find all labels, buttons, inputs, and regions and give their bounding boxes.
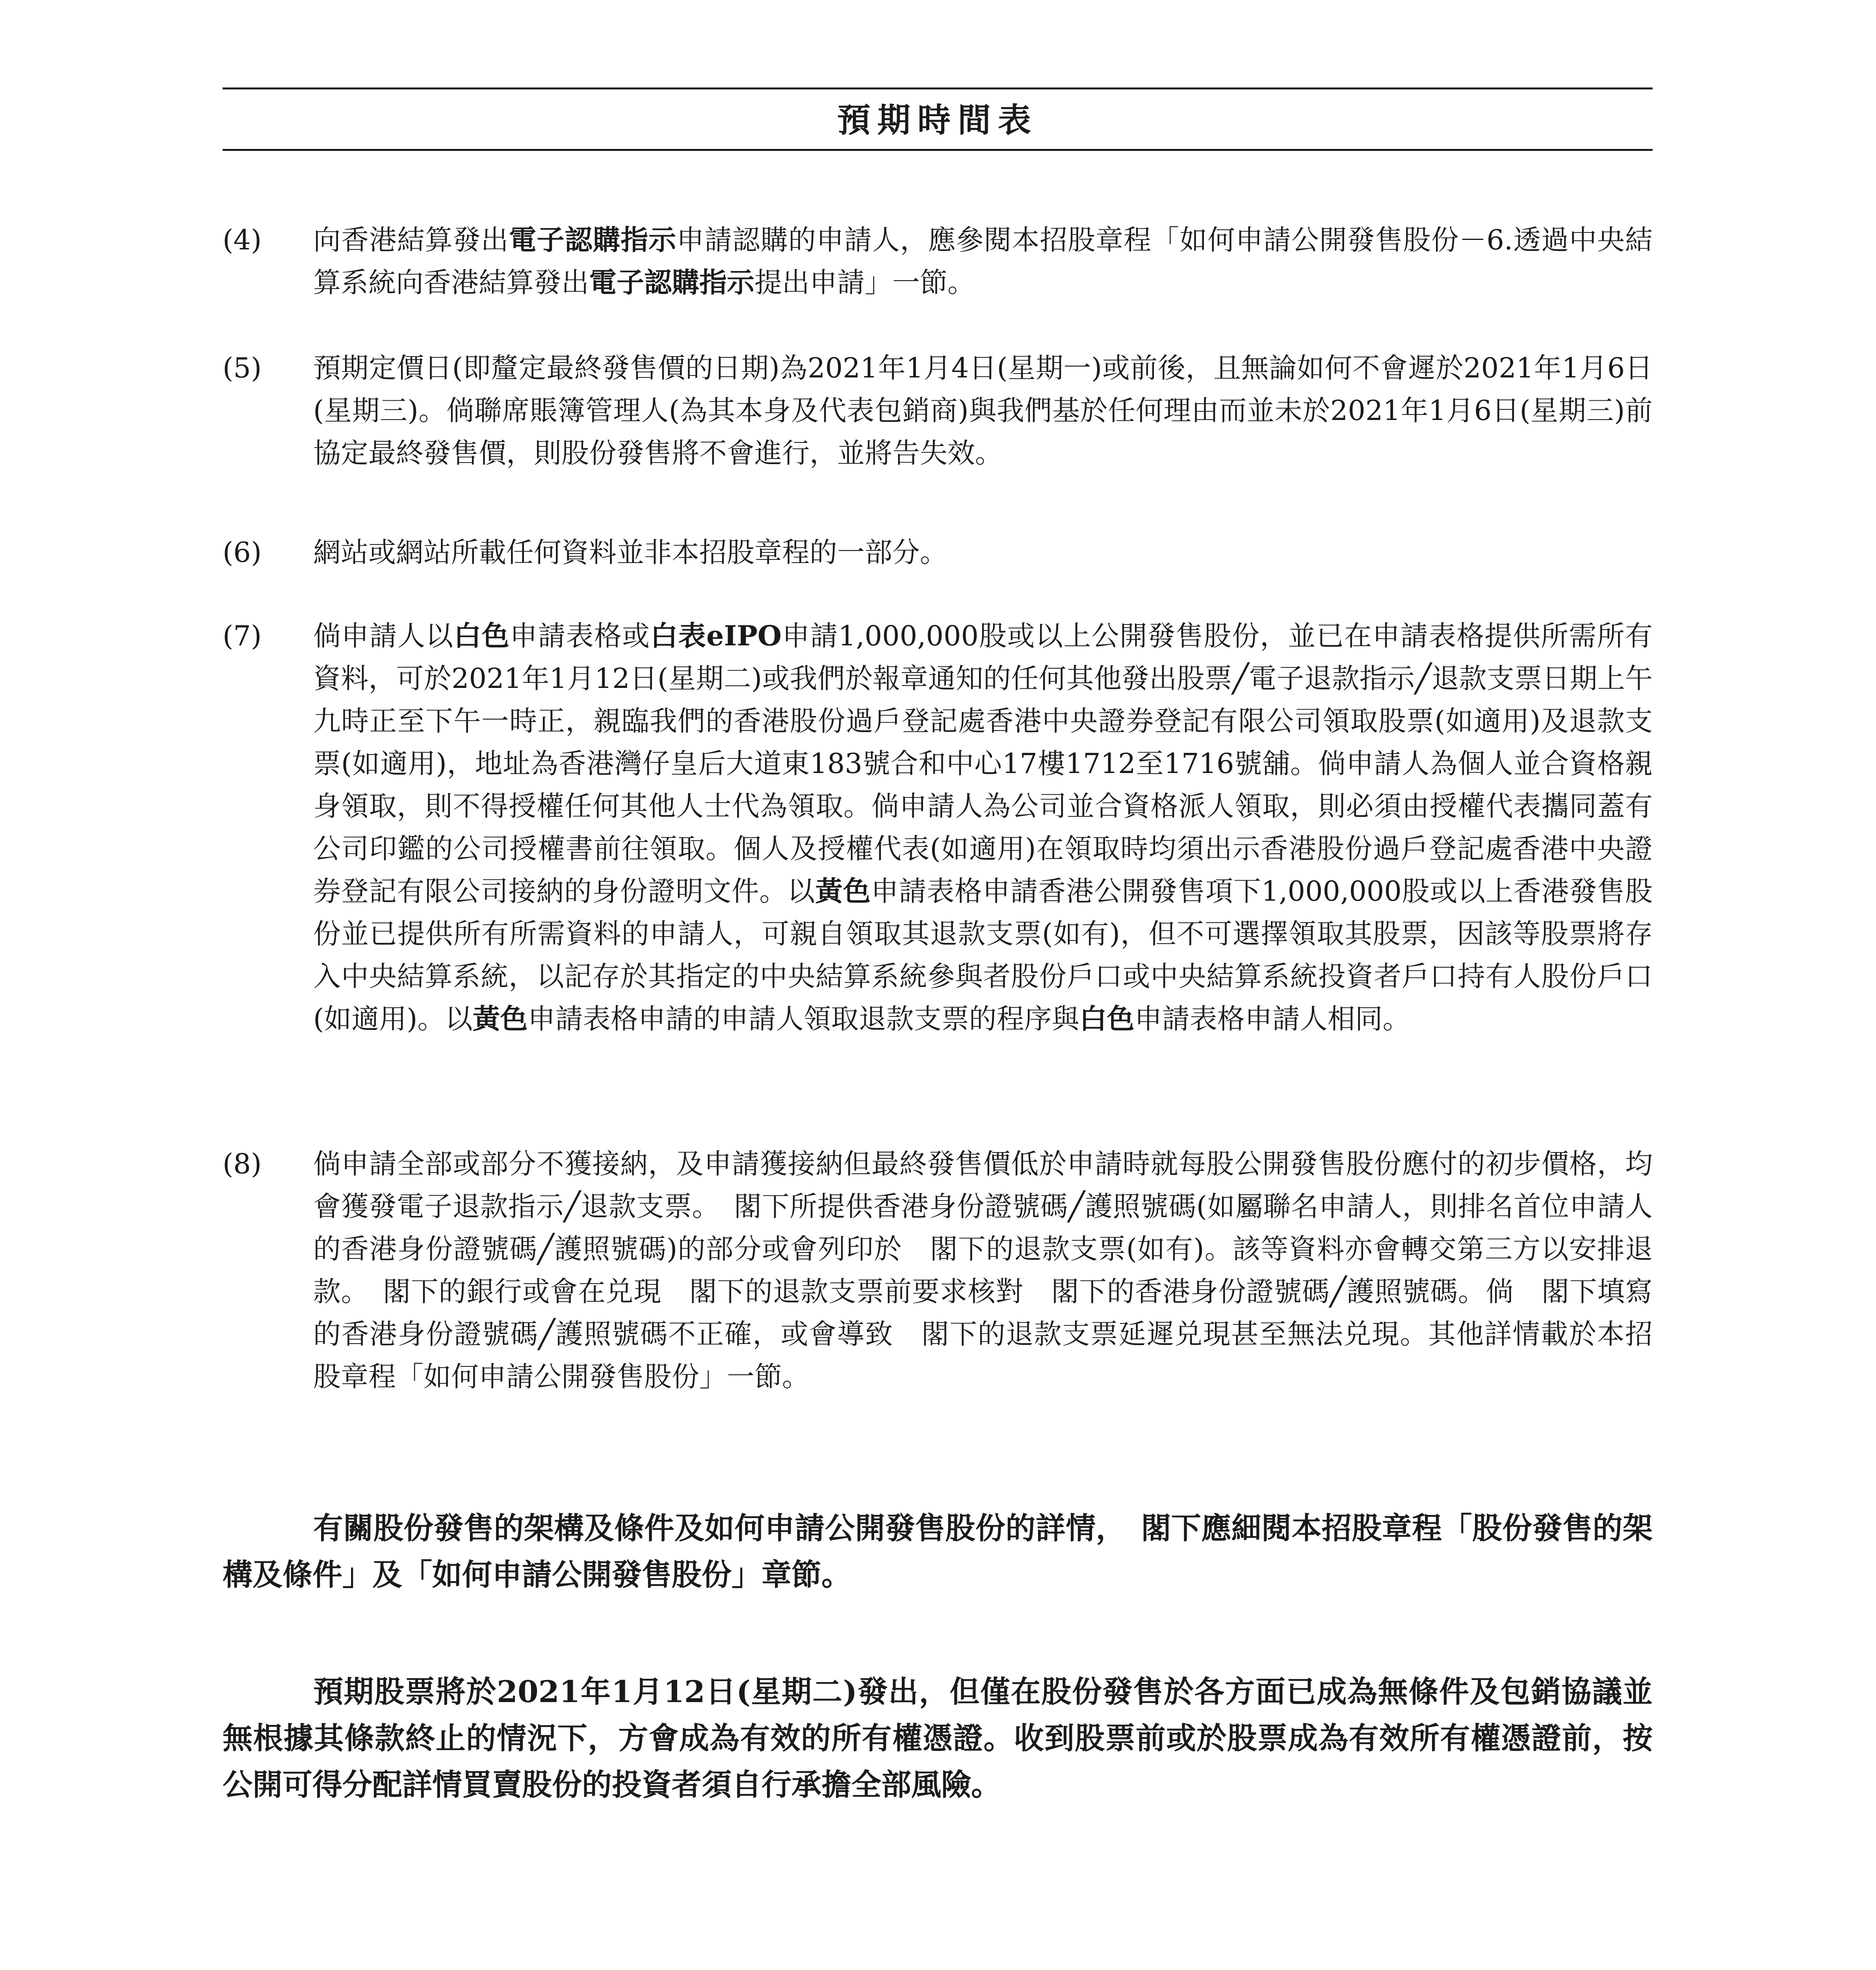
text-segment: 預期定價日(即釐定最終發售價的日期)為2021年1月4日(星期一)或前後，且無論如何不會遲於2021年1月6日(星期三)。倘聯席賬簿管理人(為其本身及代表包銷商)與我們基於任何理由而並未於2021年1月6日(星期三)前協定最終發售價，則股份發售將不會進行，並將告失效。 (313, 352, 1653, 469)
text-segment: 倘申請人以 (313, 620, 454, 652)
note-number: (6) (223, 536, 262, 569)
bold-text-segment: 黃色 (472, 1002, 528, 1035)
bold-text-segment: 白色 (1079, 1002, 1135, 1035)
note-number: (7) (223, 620, 262, 652)
text-segment: 倘申請全部或部分不獲接納，及申請獲接納但最終發售價低於申請時就每股公開發售股份應付的初步價格，均會獲發電子退款指示╱退款支票。 閣下所提供香港身份證號碼╱護照號碼(如屬聯名申請人，則排名首位申請人的香港身份證號碼╱護照號碼)的部分或會列印於 閣下的退款支票(如有)。該等資料亦會轉交第三方以安排退款。 閣下的銀行或會在兑現 閣下的退款支票前要求核對 閣下的香港身份證號碼╱護照號碼。倘 閣下填寫的香港身份證號碼╱護照號碼不正確，或會導致 閣下的退款支票延遲兑現甚至無法兑現。其他詳情載於本招股章程「如何申請公開發售股份」一節。 (313, 1148, 1653, 1393)
text-segment: 申請表格申請香港公開發售項下1,000,000股或以上香港發售股份並已提供所有所需資料的申請人，可親自領取其退款支票(如有)，但不可選擇領取其股票，因該等股票將存入中央結算系統，以記存於其指定的中央結算系統參與者股份戶口或中央結算系統投資者戶口持有人股份戶口(如適用)。以 (313, 875, 1653, 1035)
text-segment: 提出申請」一節。 (754, 266, 975, 299)
note-text (313, 347, 1653, 474)
text-segment: 網站或網站所載任何資料並非本招股章程的一部分。 (313, 536, 947, 569)
note-number: (4) (223, 224, 262, 256)
note-text (313, 1143, 1653, 1398)
bold-text-segment: 黃色 (815, 875, 871, 907)
text-segment: 申請1,000,000股或以上公開發售股份，並已在申請表格提供所需所有資料，可於2021年1月12日(星期二)或我們於報章通知的任何其他發出股票╱電子退款指示╱退款支票日期上午九時正至下午一時正，親臨我們的香港股份過戶登記處香港中央證券登記有限公司領取股票(如適用)及退款支票(如適用)，地址為香港灣仔皇后大道東183號合和中心17樓1712至1716號舖。倘申請人為個人並合資格親身領取，則不得授權任何其他人士代為領取。倘申請人為公司並合資格派人領取，則必須由授權代表攜同蓋有公司印鑑的公司授權書前往領取。個人及授權代表(如適用)在領取時均須出示香港股份過戶登記處香港中央證券登記有限公司接納的身份證明文件。以 (313, 620, 1653, 907)
bold-text-segment: 電子認購指示 (509, 223, 677, 256)
bold-text-segment: 白色 (453, 619, 510, 652)
page-title: 預期時間表 (837, 100, 1038, 139)
closing-paragraph-structure: 有關股份發售的架構及條件及如何申請公開發售股份的詳情， 閣下應細閱本招股章程「股份發售的架構及條件」及「如何申請公開發售股份」章節。 (223, 1511, 1653, 1592)
closing-paragraph-share-certificates: 預期股票將於2021年1月12日(星期二)發出，但僅在股份發售於各方面已成為無條件及包銷協議並無根據其條款終止的情況下，方會成為有效的所有權憑證。收到股票前或於股票成為有效所有權憑證前，按公開可得分配詳情買賣股份的投資者須自行承擔全部風險。 (223, 1674, 1653, 1802)
header-rule-top (223, 87, 1653, 89)
text-segment: 申請認購的申請人，應參閱本招股章程「如何申請公開發售股份－6.透過中央結算系統向香港結算發出 (313, 224, 1653, 299)
bold-text-segment: 電子認購指示 (589, 266, 754, 299)
bold-text-segment: 白表eIPO (650, 619, 782, 652)
text-segment: 申請表格申請人相同。 (1134, 1003, 1410, 1035)
text-segment: 申請表格或 (510, 620, 650, 652)
note-text (313, 615, 1653, 1040)
note-text (313, 219, 1653, 304)
note-number: (8) (223, 1148, 262, 1180)
header-rule-bottom (223, 149, 1653, 151)
note-number: (5) (223, 352, 262, 384)
note-text (313, 531, 1653, 574)
text-segment: 向香港結算發出 (313, 224, 509, 256)
text-segment: 申請表格申請的申請人領取退款支票的程序與 (528, 1003, 1079, 1035)
